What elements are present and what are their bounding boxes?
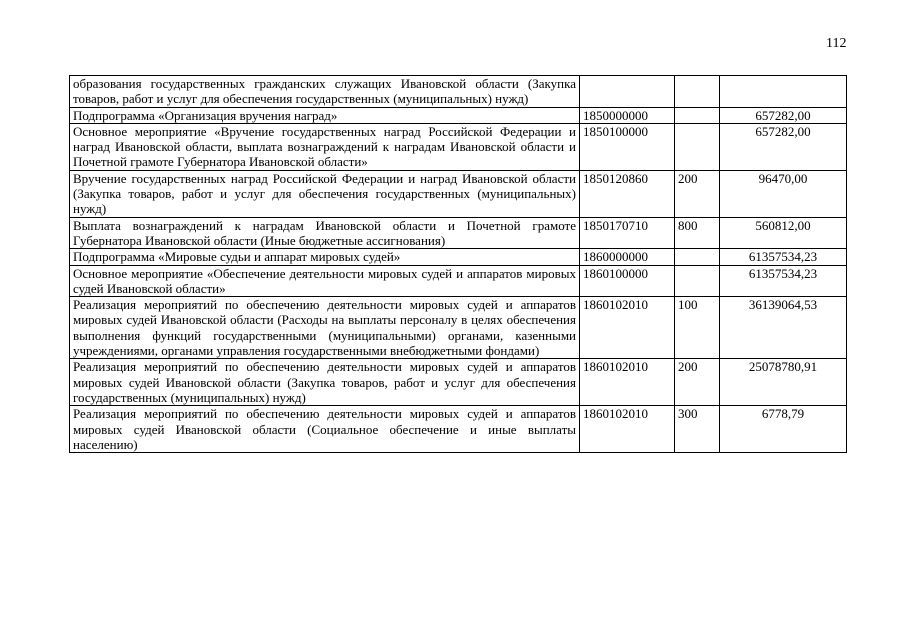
row-name-cell: Основное мероприятие «Обеспечение деятельности мировых судей и аппаратов мировых судей Ивановской области» (70, 265, 580, 297)
row-amount-cell: 61357534,23 (720, 249, 847, 265)
table-row (70, 76, 847, 108)
table-row (70, 217, 847, 249)
row-code-cell: 1860000000 (580, 249, 675, 265)
row-code-cell: 1860102010 (580, 297, 675, 359)
table-row (70, 170, 847, 217)
table-row (70, 265, 847, 297)
budget-table (69, 75, 847, 453)
row-expense-type-cell (675, 107, 720, 123)
row-amount-cell: 657282,00 (720, 123, 847, 170)
row-name-cell: Вручение государственных наград Российской Федерации и наград Ивановской области (Закупка товаров, работ и услуг для обеспечения государственных (муниципальных) нужд) (70, 170, 580, 217)
row-expense-type-cell: 300 (675, 406, 720, 453)
table-row (70, 297, 847, 359)
row-code-cell: 1850100000 (580, 123, 675, 170)
row-expense-type-cell: 200 (675, 170, 720, 217)
row-amount-cell: 96470,00 (720, 170, 847, 217)
budget-table-body (70, 76, 847, 453)
row-amount-cell (720, 76, 847, 108)
row-name-cell: Подпрограмма «Мировые судьи и аппарат мировых судей» (70, 249, 580, 265)
row-name-cell: Подпрограмма «Организация вручения наград» (70, 107, 580, 123)
row-expense-type-cell (675, 123, 720, 170)
row-code-cell: 1850000000 (580, 107, 675, 123)
row-name-cell: Реализация мероприятий по обеспечению деятельности мировых судей и аппаратов мировых судей Ивановской области (Расходы на выплаты персоналу в целях обеспечения выполнения функций государственными (муниципальными) органами, казенными учреждениями, органами управления государственными внебюджетными фондами) (70, 297, 580, 359)
table-row (70, 359, 847, 406)
row-expense-type-cell (675, 265, 720, 297)
table-row (70, 406, 847, 453)
row-amount-cell: 61357534,23 (720, 265, 847, 297)
row-amount-cell: 6778,79 (720, 406, 847, 453)
row-expense-type-cell (675, 76, 720, 108)
row-expense-type-cell: 100 (675, 297, 720, 359)
row-expense-type-cell: 200 (675, 359, 720, 406)
row-name-cell: Основное мероприятие «Вручение государственных наград Российской Федерации и наград Ивановской области, выплата вознаграждений к наградам Ивановской области и Почетной грамоте Губернатора Ивановской области» (70, 123, 580, 170)
table-row (70, 107, 847, 123)
row-amount-cell: 36139064,53 (720, 297, 847, 359)
row-amount-cell: 25078780,91 (720, 359, 847, 406)
row-amount-cell: 657282,00 (720, 107, 847, 123)
table-row (70, 249, 847, 265)
row-code-cell (580, 76, 675, 108)
row-code-cell: 1860102010 (580, 359, 675, 406)
row-name-cell: Выплата вознаграждений к наградам Ивановской области и Почетной грамоте Губернатора Ивановской области (Иные бюджетные ассигнования) (70, 217, 580, 249)
row-code-cell: 1860102010 (580, 406, 675, 453)
row-expense-type-cell (675, 249, 720, 265)
row-code-cell: 1850120860 (580, 170, 675, 217)
row-code-cell: 1860100000 (580, 265, 675, 297)
row-expense-type-cell: 800 (675, 217, 720, 249)
row-amount-cell: 560812,00 (720, 217, 847, 249)
table-row (70, 123, 847, 170)
row-name-cell: образования государственных гражданских служащих Ивановской области (Закупка товаров, работ и услуг для обеспечения государственных (муниципальных) нужд) (70, 76, 580, 108)
row-code-cell: 1850170710 (580, 217, 675, 249)
page-number: 112 (826, 36, 847, 51)
row-name-cell: Реализация мероприятий по обеспечению деятельности мировых судей и аппаратов мировых судей Ивановской области (Социальное обеспечение и иные выплаты населению) (70, 406, 580, 453)
row-name-cell: Реализация мероприятий по обеспечению деятельности мировых судей и аппаратов мировых судей Ивановской области (Закупка товаров, работ и услуг для обеспечения государственных (муниципальных) нужд) (70, 359, 580, 406)
